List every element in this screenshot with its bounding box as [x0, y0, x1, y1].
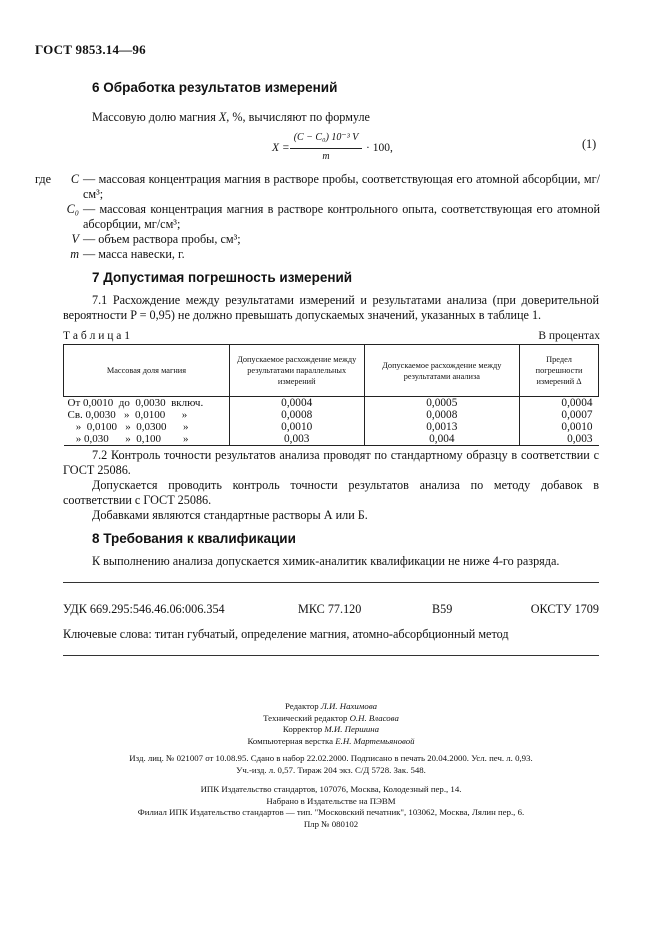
section7-title: 7 Допустимая погрешность измерений [92, 270, 353, 285]
def-text-c0: — массовая концентрация магния в растворе контрольного опыта, соответствующая его атомной абсорбции, мг/см³; [83, 202, 600, 231]
intro-var: X [218, 110, 227, 124]
table-cell: 0,0007 [520, 409, 599, 421]
corrector-name: М.И. Першина [324, 724, 380, 734]
section6-title: 6 Обработка результатов измерений [92, 80, 338, 95]
table-row [64, 409, 599, 421]
tech-editor-name: О.Н. Власова [349, 712, 399, 723]
udk-code: УДК 669.295:546.46.06:006.354 [63, 602, 225, 616]
imprint-editor [63, 701, 599, 713]
layout-role: Компьютерная верстка [247, 735, 334, 746]
def-symbol-v: V [71, 232, 79, 246]
table-cell: 0,0005 [364, 397, 520, 410]
table-cell: 0,0008 [229, 409, 364, 421]
table-cell: Св. 0,0030 » 0,0100 » [67, 409, 188, 421]
imprint-staff [63, 701, 599, 747]
table-cell: 0,0013 [364, 421, 520, 433]
section8-title: 8 Требования к квалификации [92, 531, 296, 546]
def-text-v: — объем раствора пробы, см³; [83, 232, 241, 246]
table-row [64, 397, 599, 410]
table-caption: Т а б л и ц а 1 [63, 330, 131, 342]
paragraph-7-1: 7.1 Расхождение между результатами измерений и результатами анализа (при доверительной вероятности P = 0,95) не должно превышать допускаемых значений, указанных в таблице 1. [63, 293, 599, 322]
table-cell: 0,0004 [229, 397, 364, 410]
table-cell: 0,0010 [520, 421, 599, 433]
imprint-line: ИПК Издательство стандартов, 107076, Москва, Колодезный пер., 14. [200, 784, 462, 794]
imprint-line: Уч.-изд. л. 0,57. Тираж 204 экз. С/Д 5728. Зак. 548. [236, 764, 426, 775]
table-units: В процентах [538, 330, 600, 342]
keywords: Ключевые слова: титан губчатый, определение магния, атомно-абсорбционный метод [63, 627, 509, 641]
def-symbol-m: m [70, 247, 79, 261]
imprint-line: Изд. лиц. № 021007 от 10.08.95. Сдано в набор 22.02.2000. Подписано в печать 20.04.2000. Усл. печ. л. 0,93. [129, 753, 533, 763]
section8-text: К выполнению анализа допускается химик-аналитик квалификации не ниже 4-го разряда. [92, 554, 560, 568]
paragraph-7-4: Добавками являются стандартные растворы А или Б. [92, 508, 368, 522]
corrector-role: Корректор [282, 724, 323, 734]
editor-name: Л.И. Нахимова [320, 701, 377, 711]
document-header: ГОСТ 9853.14—96 [35, 42, 146, 57]
mks-code: МКС 77.120 [298, 602, 362, 616]
imprint-layout [63, 736, 599, 748]
imprint-line: Плр № 080102 [303, 818, 359, 829]
intro-text: Массовую долю магния [92, 110, 219, 124]
paragraph-7-3: Допускается проводить контроль точности результатов анализа по методу добавок в соответствии с ГОСТ 25086. [63, 478, 599, 507]
table-cell: 0,0004 [520, 397, 599, 410]
imprint-corrector [63, 724, 599, 736]
def-symbol-c: C [70, 172, 79, 186]
formula [272, 132, 412, 162]
table-cell: » 0,030 » 0,100 » [64, 433, 230, 446]
divider-bottom [63, 655, 599, 656]
formula-intro [92, 110, 370, 125]
table-header-cell: Допускаемое расхождение между результатами параллельных измерений [229, 345, 364, 397]
formula-number: (1) [582, 137, 597, 151]
editor-role: Редактор [285, 701, 319, 711]
tolerance-table [63, 344, 599, 446]
divider-top [63, 582, 599, 583]
okstu-code: ОКСТУ 1709 [530, 602, 599, 616]
def-text-c: — массовая концентрация магния в растворе пробы, соответствующая его атомной абсорбции, мг/см³; [83, 172, 600, 201]
formula-numerator: (C − C₀) 10⁻³ V [293, 132, 359, 143]
table-header-cell: Допускаемое расхождение между результатами анализа [364, 345, 520, 397]
def-text-m: — масса навески, г. [83, 247, 185, 261]
formula-tail: · 100, [366, 142, 393, 154]
table-cell: 0,004 [364, 433, 520, 446]
table-cell: 0,0008 [364, 409, 520, 421]
imprint-line: Набрано в Издательстве на ПЭВМ [266, 795, 396, 806]
where-label: где [35, 172, 52, 186]
table-header-row [64, 345, 599, 397]
table-cell: 0,003 [520, 433, 599, 446]
tech-editor-role: Технический редактор [263, 712, 348, 723]
intro-rest: , %, вычисляют по формуле [226, 110, 370, 124]
table-cell: 0,003 [229, 433, 364, 446]
imprint-print-data [63, 753, 599, 776]
table-row [64, 433, 599, 446]
table-header-cell: Предел погрешности измерений Δ [520, 345, 599, 397]
table-row [64, 421, 599, 433]
formula-lhs: X = [272, 142, 290, 154]
imprint-tech-editor [63, 713, 599, 725]
imprint-line: Филиал ИПК Издательство стандартов — тип. "Московский печатник", 103062, Москва, Лялин пер., 6. [137, 807, 525, 817]
table-cell: От 0,0010 до 0,0030 включ. [67, 397, 204, 409]
layout-name: Е.Н. Мартемьяновой [335, 735, 415, 746]
imprint-publisher [63, 784, 599, 830]
fraction-bar [290, 148, 362, 149]
table-cell: » 0,0100 » 0,0300 » [67, 421, 189, 433]
def-symbol-c0: C₀ [66, 202, 79, 216]
b-code: В59 [432, 602, 453, 616]
formula-denominator: m [322, 151, 330, 162]
paragraph-7-2: 7.2 Контроль точности результатов анализа проводят по стандартному образцу в соответствии с ГОСТ 25086. [63, 448, 599, 477]
table-cell: 0,0010 [229, 421, 364, 433]
table-header-cell: Массовая доля магния [64, 345, 230, 397]
